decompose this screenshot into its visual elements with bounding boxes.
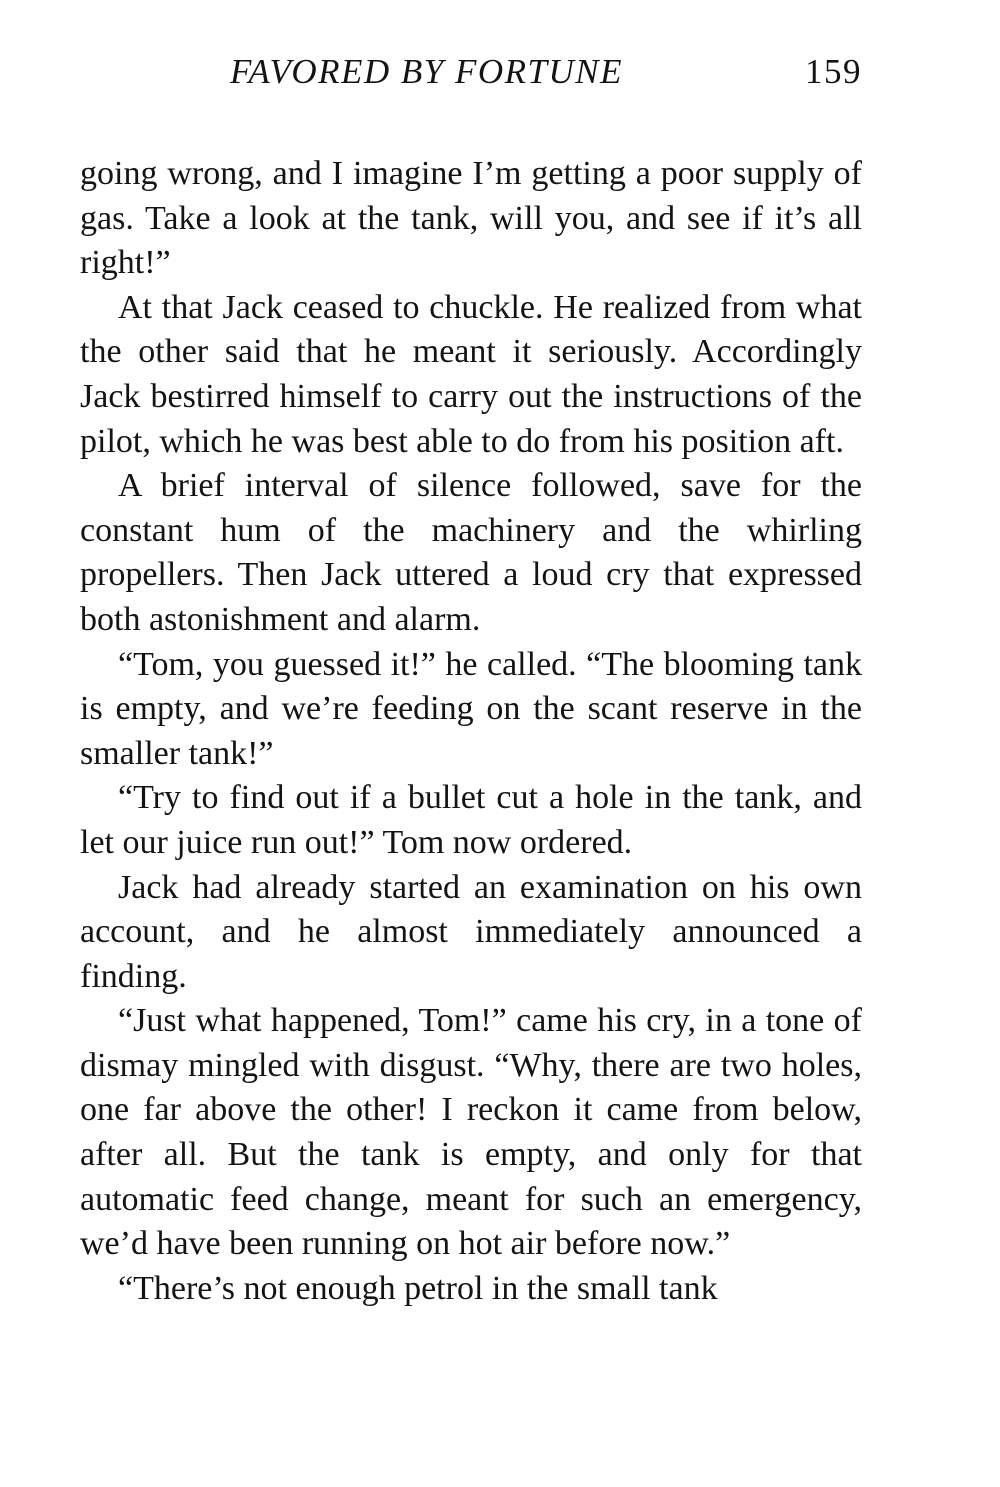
paragraph: “Just what happened, Tom!” came his cry, in a tone of dismay mingled with disgust. “Why, there are two holes, one far above the other! I reckon it came from below, after all. But the tank is empty, and only for that automatic feed change, meant for such an emergency, we’d have been running on hot air before now.” bbox=[80, 1002, 862, 1263]
book-page bbox=[80, 40, 862, 1311]
paragraph: “There’s not enough petrol in the small tank bbox=[118, 1269, 718, 1307]
paragraph: “Tom, you guessed it!” he called. “The blooming tank is empty, and we’re feeding on the scant reserve in the smaller tank!” bbox=[80, 645, 862, 772]
paragraph: “Try to find out if a bullet cut a hole in the tank, and let our juice run out!” Tom now ordered. bbox=[80, 779, 862, 861]
paragraph: Jack had already started an examination on his own account, and he almost immediately announced a finding. bbox=[80, 868, 862, 995]
page-number: 159 bbox=[805, 52, 862, 91]
paragraph: A brief interval of silence followed, save for the constant hum of the machinery and the whirling propellers. Then Jack uttered a loud cry that expressed both astonishment and alarm. bbox=[80, 467, 862, 638]
paragraph-continued: going wrong, and I imagine I’m getting a poor supply of gas. Take a look at the tank, will you, and see if it’s all right!” bbox=[80, 155, 862, 282]
running-title: FAVORED BY FORTUNE bbox=[230, 52, 623, 91]
body-text bbox=[80, 152, 862, 1311]
paragraph: At that Jack ceased to chuckle. He realized from what the other said that he meant it seriously. Accordingly Jack bestirred himself to carry out the instructions of the pilot, which he was best able to do from his position aft. bbox=[80, 288, 862, 460]
running-head bbox=[80, 40, 862, 104]
